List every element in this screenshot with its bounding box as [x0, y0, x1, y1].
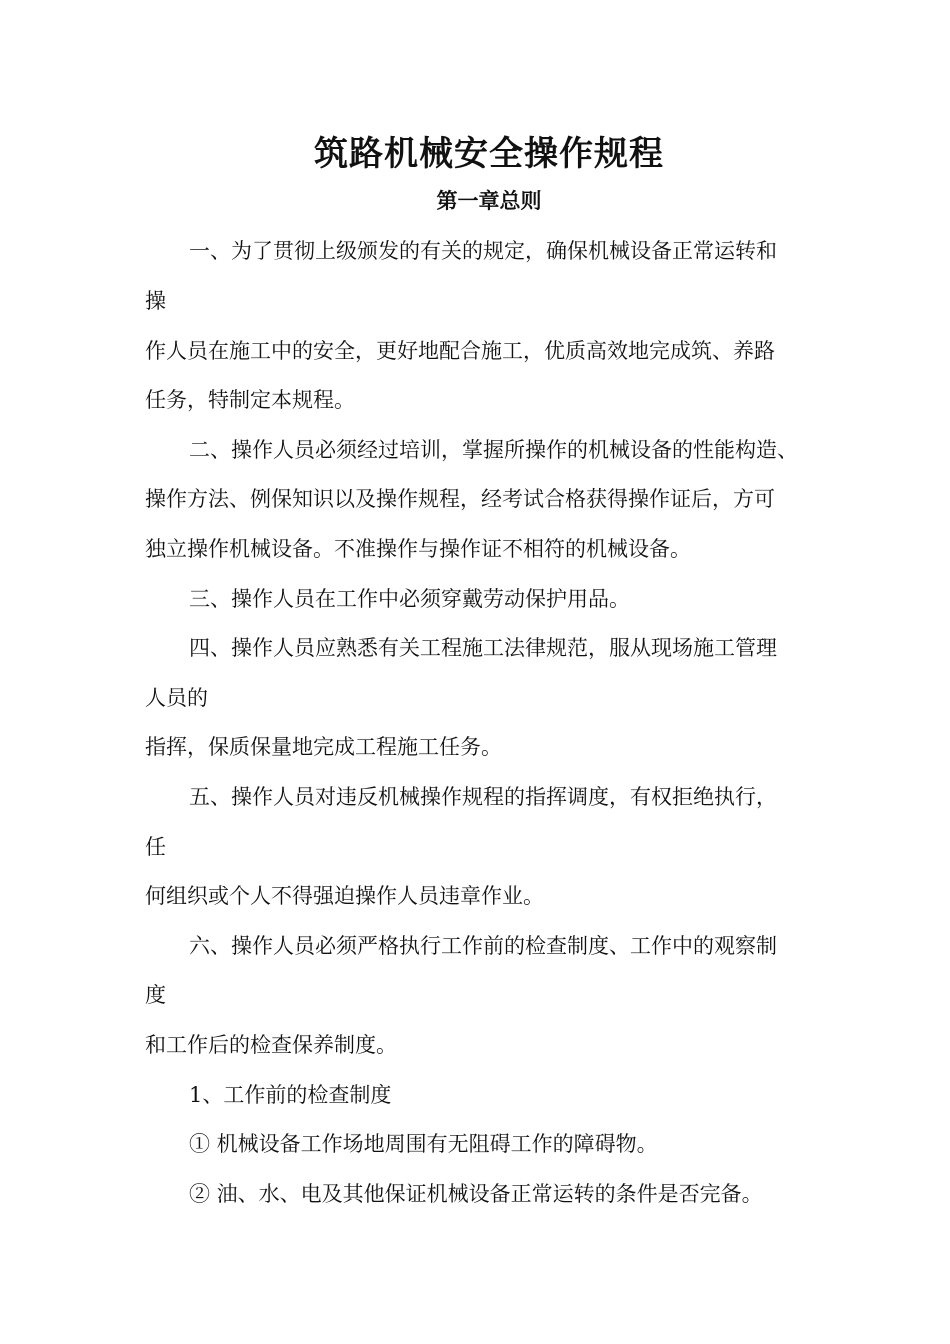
text-line: 任务，特制定本规程。: [145, 388, 355, 412]
text-line: 独立操作机械设备。不准操作与操作证不相符的机械设备。: [145, 537, 691, 561]
text-line: 人员的: [145, 686, 208, 710]
text-line: 操作方法、例保知识以及操作规程，经考试合格获得操作证后，方可: [145, 487, 775, 511]
text-line: 三、操作人员在工作中必须穿戴劳动保护用品。: [189, 587, 630, 611]
text-line: 1、工作前的检查制度: [189, 1083, 392, 1107]
text-line: ② 油、水、电及其他保证机械设备正常运转的条件是否完备。: [189, 1182, 763, 1206]
text-line: 作人员在施工中的安全，更好地配合施工，优质高效地完成筑、养路: [145, 339, 775, 363]
text-line: 度: [145, 983, 166, 1007]
text-line: 指挥，保质保量地完成工程施工任务。: [145, 735, 502, 759]
text-line: 六、操作人员必须严格执行工作前的检查制度、工作中的观察制: [189, 934, 777, 958]
text-line: 和工作后的检查保养制度。: [145, 1033, 397, 1057]
text-line: 何组织或个人不得强迫操作人员违章作业。: [145, 884, 544, 908]
text-line: 四、操作人员应熟悉有关工程施工法律规范，服从现场施工管理: [189, 636, 777, 660]
text-line: 任: [145, 835, 166, 859]
text-line: 五、操作人员对违反机械操作规程的指挥调度，有权拒绝执行，: [189, 785, 777, 809]
text-line: 操: [145, 289, 166, 313]
chapter-heading: 第一章总则: [436, 188, 542, 213]
document-title: 筑路机械安全操作规程: [314, 134, 664, 174]
text-line: 一、为了贯彻上级颁发的有关的规定，确保机械设备正常运转和: [189, 239, 777, 263]
text-line: ① 机械设备工作场地周围有无阻碍工作的障碍物。: [189, 1132, 658, 1156]
text-line: 二、操作人员必须经过培训，掌握所操作的机械设备的性能构造、: [189, 438, 798, 462]
